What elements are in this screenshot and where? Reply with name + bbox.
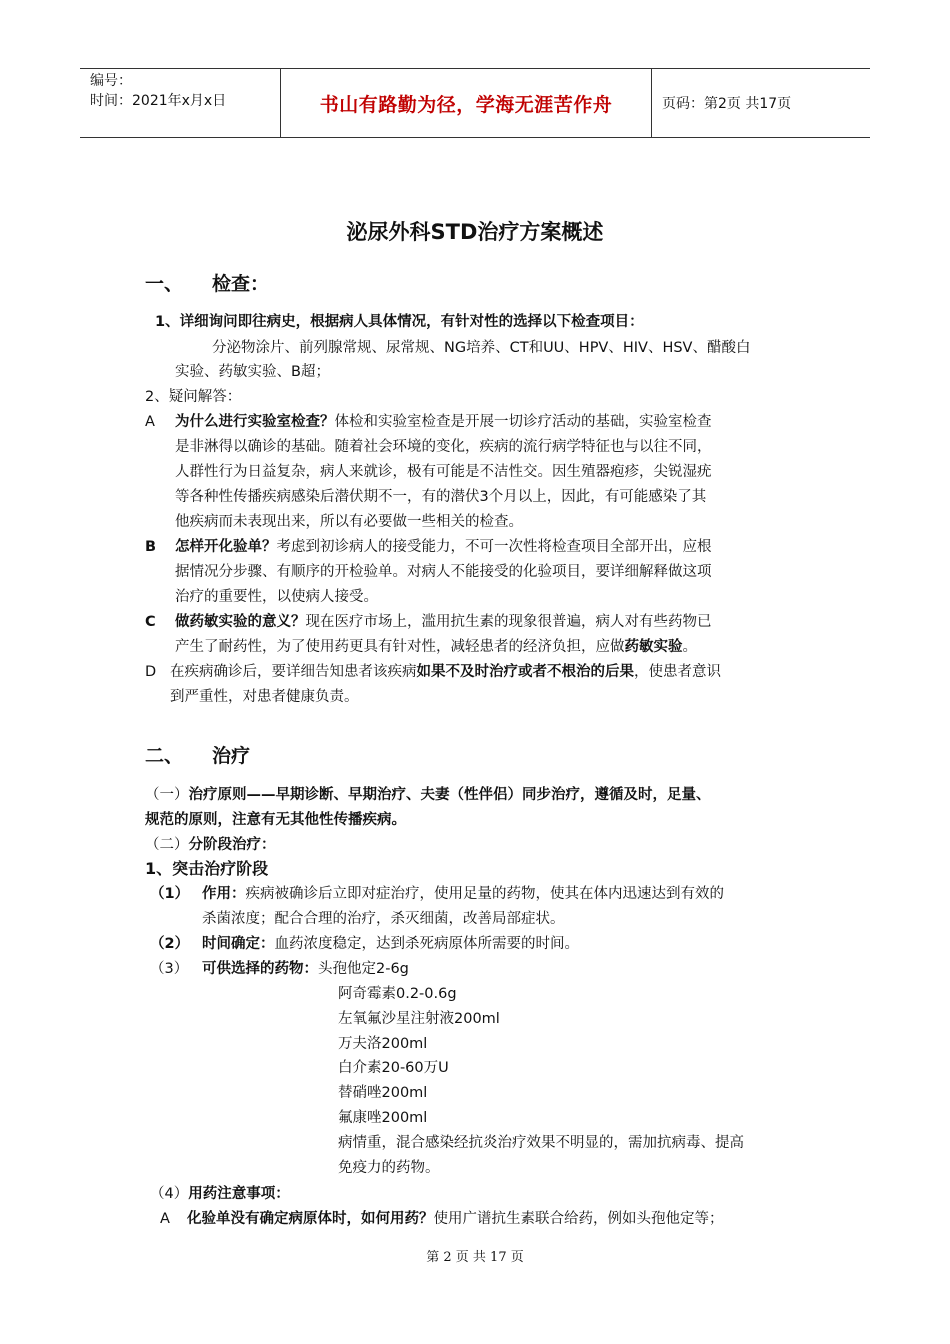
drug-item: 头孢他定2-6g	[318, 961, 409, 977]
item3-label: 可供选择的药物：	[202, 961, 318, 977]
drug-note-line2: 免疫力的药物。	[338, 1160, 440, 1176]
drug-item: 白介素20-60万U	[338, 1060, 449, 1076]
qa-a-marker: A	[145, 414, 155, 430]
qa-c-question: 做药敏实验的意义？	[175, 614, 306, 630]
item1-line2: 杀菌浓度；配合合理的治疗，杀灭细菌，改善局部症状。	[202, 911, 565, 927]
qa-d-marker: D	[145, 664, 157, 680]
item1-line1: 作用：疾病被确诊后立即对症治疗，使用足量的药物，使其在体内迅速达到有效的	[202, 886, 724, 902]
section1-heading: 检查：	[212, 273, 270, 295]
s1-item1: 1、详细询问即往病史，根据病人具体情况，有针对性的选择以下检查项目：	[155, 314, 644, 330]
header-page-info: 页码：第2页 共17页	[662, 96, 792, 112]
item3-line	[202, 959, 409, 979]
qa-a-line1	[175, 412, 712, 432]
item4-a-marker: A	[160, 1211, 170, 1227]
header-page-cell	[652, 69, 870, 137]
qa-d-line1: 在疾病确诊后，要详细告知患者该疾病如果不及时治疗或者不根治的后果，使患者意识	[170, 664, 721, 680]
drug-note-line1: 病情重，混合感染经抗炎治疗效果不明显的，需加抗病毒、提高	[338, 1135, 744, 1151]
staged-treatment-label: 分阶段治疗：	[188, 837, 276, 853]
qa-c-emphasis: 药敏实验	[624, 639, 683, 655]
qa-a-line4: 等各种性传播疾病感染后潜伏期不一，有的潜伏3个月以上，因此，有可能感染了其	[175, 489, 707, 505]
qa-c-answer: 现在医疗市场上，滥用抗生素的现象很普遍，病人对有些药物已	[305, 614, 712, 630]
drug-item: 氟康唑200ml	[338, 1110, 428, 1126]
qa-b-question: 怎样开化验单？	[175, 539, 277, 555]
drug-item: 替硝唑200ml	[338, 1085, 428, 1101]
drug-item: 阿奇霉素0.2-0.6g	[338, 986, 457, 1002]
qa-a-question: 为什么进行实验室检查？	[175, 414, 335, 430]
page-header	[80, 68, 870, 138]
item1-number: （1）	[150, 886, 190, 902]
page-footer: 第 2 页 共 17 页	[426, 1250, 524, 1265]
header-time: 时间：2021年x月x日	[90, 93, 227, 109]
drug-item: 万夫洛200ml	[338, 1036, 428, 1052]
qa-c-line2: 产生了耐药性，为了使用药更具有针对性，减轻患者的经济负担，应做药敏实验。	[175, 639, 697, 655]
qa-a-line5: 他疾病而未表现出来，所以有必要做一些相关的检查。	[175, 514, 523, 530]
qa-c-line1	[175, 612, 712, 632]
qa-d-line2: 到严重性，对患者健康负责。	[170, 689, 359, 705]
item2-number: （2）	[150, 936, 190, 952]
item4-line	[150, 1184, 290, 1204]
header-motto-cell	[281, 69, 652, 137]
staged-treatment: （二）分阶段治疗：	[145, 837, 276, 853]
item4-number: （4）	[150, 1186, 189, 1202]
item1-label: 作用：	[202, 886, 246, 902]
qa-c-marker: C	[145, 614, 156, 630]
qa-a-answer: 体检和实验室检查是开展一切诊疗活动的基础，实验室检查	[334, 414, 712, 430]
stage1-heading: 1、突击治疗阶段	[145, 859, 269, 878]
item4-a-line: 化验单没有确定病原体时，如何用药？使用广谱抗生素联合给药，例如头孢他定等；	[187, 1211, 724, 1227]
qa-a-line2: 是非淋得以确诊的基础。随着社会环境的变化，疾病的流行病学特征也与以往不同，	[175, 439, 712, 455]
section2-heading: 治疗	[212, 745, 251, 767]
item2-label: 时间确定：	[202, 936, 275, 952]
drug-item: 左氧氟沙星注射液200ml	[338, 1011, 500, 1027]
s1-item1-line1: 分泌物涂片、前列腺常规、尿常规、NG培养、CT和UU、HPV、HIV、HSV、醋酸白	[212, 340, 751, 356]
qa-b-line1	[175, 537, 712, 557]
header-code: 编号：	[90, 73, 132, 89]
principle-line2: 规范的原则，注意有无其他性传播疾病。	[145, 812, 406, 828]
item3-number: （3）	[150, 961, 189, 977]
s1-item2: 2、疑问解答：	[145, 389, 242, 405]
header-meta	[80, 69, 281, 137]
qa-b-marker: B	[145, 539, 157, 555]
item4-label: 用药注意事项：	[188, 1186, 290, 1202]
principle-line1: （一）治疗原则——早期诊断、早期治疗、夫妻（性伴侣）同步治疗，遵循及时，足量、	[145, 787, 711, 803]
qa-d-emphasis: 如果不及时治疗或者不根治的后果	[416, 664, 634, 680]
section2-number: 二、	[145, 745, 184, 767]
header-motto: 书山有路勤为径，学海无涯苦作舟	[319, 93, 613, 116]
document-title: 泌尿外科STD治疗方案概述	[346, 220, 604, 244]
qa-b-answer: 考虑到初诊病人的接受能力，不可一次性将检查项目全部开出，应根	[276, 539, 712, 555]
qa-b-line2: 据情况分步骤、有顺序的开检验单。对病人不能接受的化验项目，要详细解释做这项	[175, 564, 712, 580]
qa-b-line3: 治疗的重要性，以使病人接受。	[175, 589, 378, 605]
item2-line: 时间确定：血药浓度稳定，达到杀死病原体所需要的时间。	[202, 936, 579, 952]
s1-item1-line2: 实验、药敏实验、B超；	[175, 364, 330, 380]
principle-text: 治疗原则——早期诊断、早期治疗、夫妻（性伴侣）同步治疗，遵循及时，足量、	[188, 787, 711, 803]
section1-number: 一、	[145, 273, 184, 295]
qa-a-line3: 人群性行为日益复杂，病人来就诊，极有可能是不洁性交。因生殖器疱疹，尖锐湿疣	[175, 464, 712, 480]
item4-a-question: 化验单没有确定病原体时，如何用药？	[187, 1211, 434, 1227]
